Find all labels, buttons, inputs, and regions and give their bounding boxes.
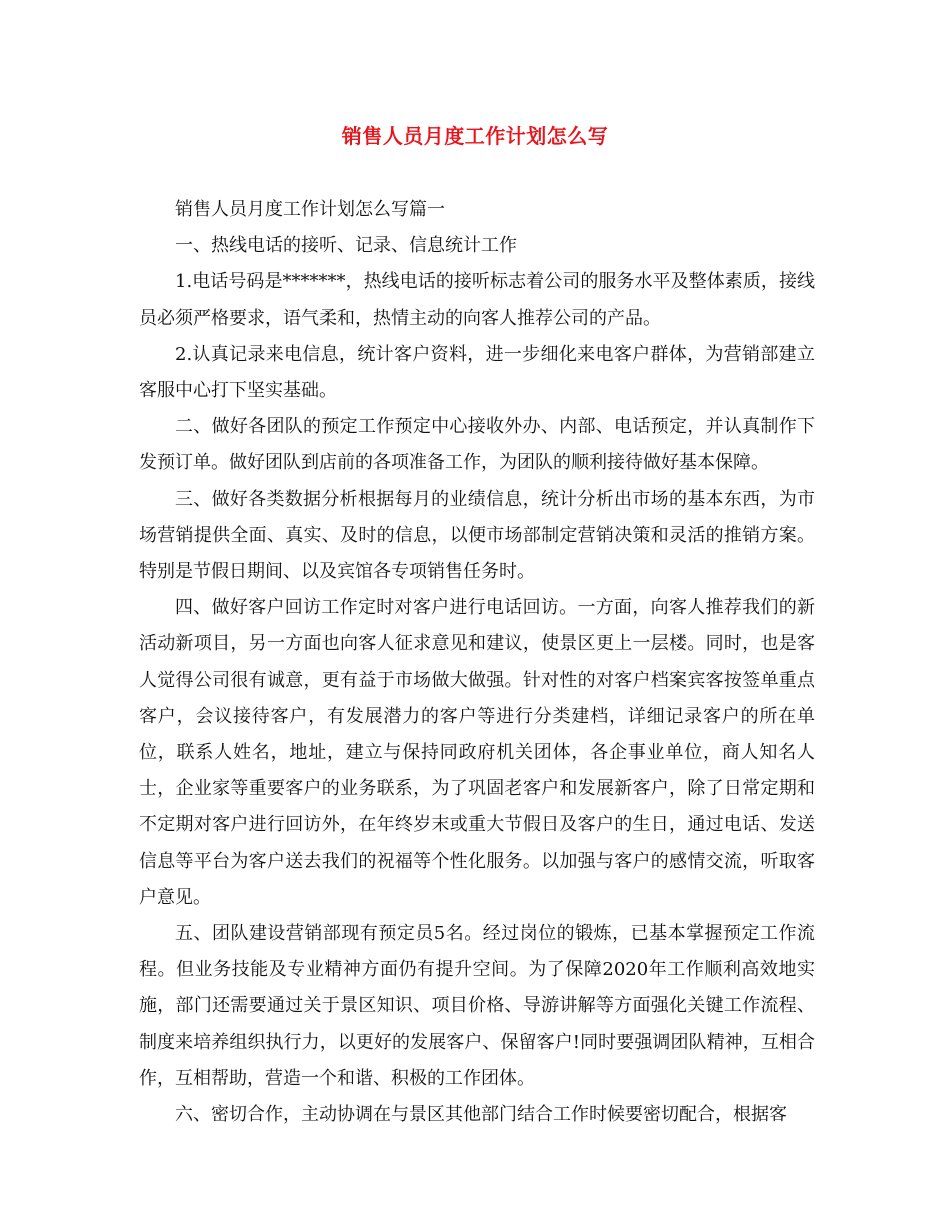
paragraph: 1.电话号码是*******，热线电话的接听标志着公司的服务水平及整体素质，接线员必须严格要求，语气柔和，热情主动的向客人推荐公司的产品。	[139, 271, 815, 329]
paragraph: 五、团队建设营销部现有预定员5名。经过岗位的锻炼，已基本掌握预定工作流程。但业务技能及专业精神方面仍有提升空间。为了保障2020年工作顺利高效地实施，部门还需要通过关于景区知识、项目价格、导游讲解等方面强化关键工作流程、制度来培养组织执行力，以更好的发展客户、保留客户!同时要强调团队精神，互相合作，互相帮助，营造一个和谐、积极的工作团体。	[139, 923, 815, 1089]
paragraph: 二、做好各团队的预定工作预定中心接收外办、内部、电话预定，并认真制作下发预订单。做好团队到店前的各项准备工作，为团队的顺利接待做好基本保障。	[139, 416, 815, 474]
paragraph: 三、做好各类数据分析根据每月的业绩信息，统计分析出市场的基本东西，为市场营销提供全面、真实、及时的信息，以便市场部制定营销决策和灵活的推销方案。特别是节假日期间、以及宾馆各专项销售任务时。	[139, 488, 815, 583]
paragraph: 2.认真记录来电信息，统计客户资料，进一步细化来电客户群体，为营销部建立客服中心打下坚实基础。	[139, 343, 815, 402]
document-body	[139, 192, 815, 1133]
paragraph: 一、热线电话的接听、记录、信息统计工作	[175, 235, 517, 257]
paragraph: 销售人员月度工作计划怎么写篇一	[175, 199, 445, 220]
paragraph: 四、做好客户回访工作定时对客户进行电话回访。一方面，向客人推荐我们的新活动新项目，另一方面也向客人征求意见和建议，使景区更上一层楼。同时，也是客人觉得公司很有诚意，更有益于市场做大做强。针对性的对客户档案宾客按签单重点客户，会议接待客户，有发展潜力的客户等进行分类建档，详细记录客户的所在单位，联系人姓名，地址，建立与保持同政府机关团体，各企事业单位，商人知名人士，企业家等重要客户的业务联系，为了巩固老客户和发展新客户，除了日常定期和不定期对客户进行回访外，在年终岁末或重大节假日及客户的生日，通过电话、发送信息等平台为客户送去我们的祝福等个性化服务。以加强与客户的感情交流，听取客户意见。	[139, 597, 815, 908]
document-title: 销售人员月度工作计划怎么写	[341, 124, 609, 148]
paragraph: 六、密切合作，主动协调在与景区其他部门结合工作时候要密切配合，根据客	[175, 1104, 787, 1126]
